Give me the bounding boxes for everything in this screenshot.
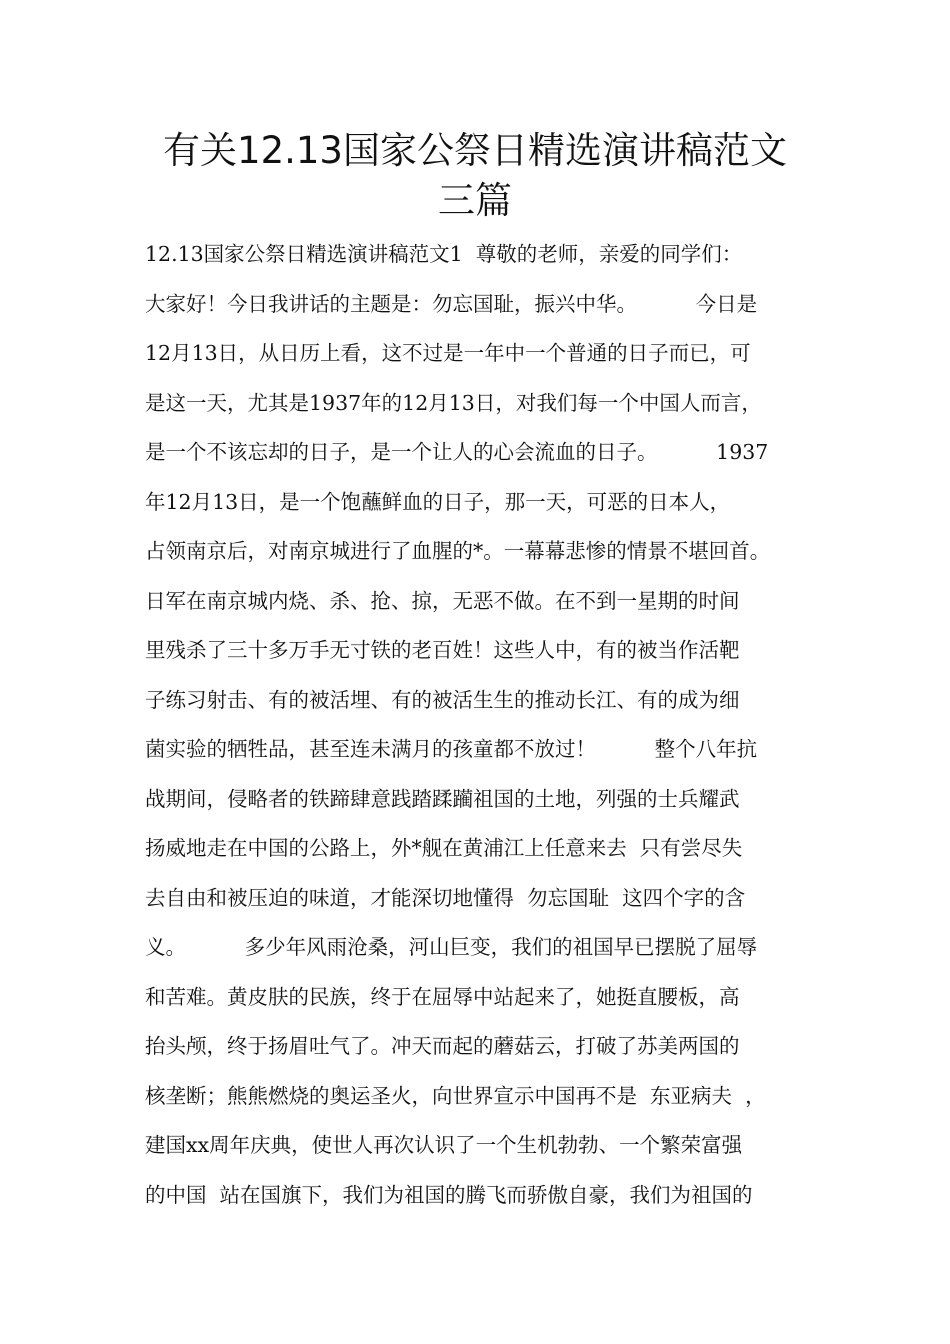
body-line: 核垄断；熊熊燃烧的奥运圣火，向世界宣示中国再不是 东亚病夫 ， [145, 1083, 766, 1108]
body-line: 的中国 站在国旗下，我们为祖国的腾飞而骄傲自豪，我们为祖国的 [145, 1182, 753, 1207]
document-title [100, 126, 850, 226]
title-line-2: 三篇 [438, 179, 512, 222]
body-line: 战期间，侵略者的铁蹄肆意践踏蹂躏祖国的土地，列强的士兵耀武 [145, 786, 740, 811]
body-line: 扬威地走在中国的公路上，外*舰在黄浦江上任意来去 只有尝尽失 [145, 836, 743, 860]
speech-body [145, 230, 815, 1220]
body-line: 和苦难。黄皮肤的民族，终于在屈辱中站起来了，她挺直腰板，高 [145, 984, 740, 1009]
body-line: 是一个不该忘却的日子，是一个让人的心会流血的日子。 1937 [145, 440, 769, 464]
body-line: 12月13日，从日历上看，这不过是一年中一个普通的日子而已，可 [145, 341, 751, 365]
body-line: 占领南京后，对南京城进行了血腥的*。一幕幕悲惨的情景不堪回首。 [145, 539, 771, 563]
body-line: 子练习射击、有的被活埋、有的被活生生的推动长江、有的成为细 [145, 687, 740, 712]
body-line: 里残杀了三十多万手无寸铁的老百姓！这些人中，有的被当作活靶 [145, 638, 740, 662]
body-line: 年12月13日，是一个饱蘸鲜血的日子，那一天，可恶的日本人， [145, 489, 731, 514]
body-line: 去自由和被压迫的味道，才能深切地懂得 勿忘国耻 这四个字的含 [145, 885, 746, 910]
body-line: 12.13国家公祭日精选演讲稿范文1 尊敬的老师，亲爱的同学们： [145, 242, 743, 266]
body-line: 建国xx周年庆典，使世人再次认识了一个生机勃勃、一个繁荣富强 [145, 1133, 743, 1157]
body-line: 是这一天，尤其是1937年的12月13日，对我们每一个中国人而言， [145, 390, 762, 415]
body-line: 抬头颅，终于扬眉吐气了。冲天而起的蘑菇云，打破了苏美两国的 [145, 1034, 740, 1058]
body-line: 义。 多少年风雨沧桑，河山巨变，我们的祖国早已摆脱了屈辱 [145, 935, 758, 959]
title-line-1: 有关12.13国家公祭日精选演讲稿范文 [163, 129, 787, 172]
body-line: 日军在南京城内烧、杀、抢、掠，无恶不做。在不到一星期的时间 [145, 588, 740, 613]
body-line: 菌实验的牺牲品，甚至连未满月的孩童都不放过！ 整个八年抗 [145, 737, 758, 761]
body-line: 大家好！今日我讲话的主题是：勿忘国耻，振兴中华。 今日是 [145, 291, 758, 316]
